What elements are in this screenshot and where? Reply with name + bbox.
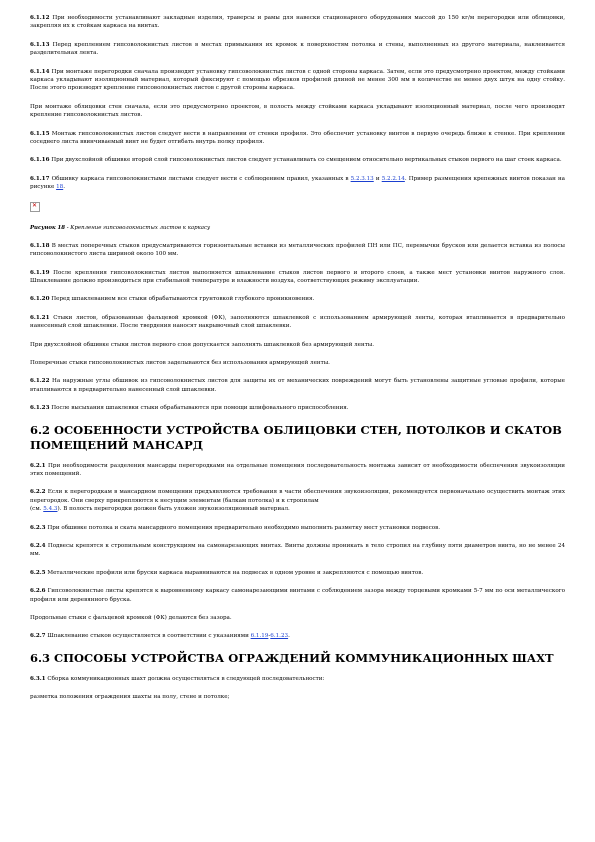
paragraph	[30, 314, 565, 331]
paragraph-text: При необходимости устанавливают закладные изделия, траверсы и рамы для навески стационарного оборудования массой до 150 кг/м перегородки или облицовки, закрепляя их к стойкам каркаса на винтах.	[30, 15, 566, 30]
paragraph-6-3-1: 6.3.1 Сборка коммуникационных шахт должна осуществляться в следующей последовательности:	[30, 675, 325, 682]
paragraph	[30, 295, 565, 303]
section-heading-6-3: 6.3 СПОСОБЫ УСТРОЙСТВА ОГРАЖДЕНИЙ КОММУНИКАЦИОННЫХ ШАХТ	[30, 650, 554, 665]
paragraph-number: 6.2.5	[30, 569, 46, 576]
paragraph-number: 6.1.13	[30, 41, 50, 48]
paragraph	[30, 614, 565, 622]
paragraph-text: Подвесы крепятся к стропильным конструкциям на самонарезающих винтах. Винты должны проникать в тело стропил на глубину пяти диаметров винта, но не менее 24 мм.	[30, 543, 566, 558]
paragraph-group-d	[30, 524, 565, 623]
paragraph-text: Монтаж гипсоволокнистых листов следует вести в направлении от стенки профиля. Это обеспечит установку винтов в первую очередь ближе к стенке. При креплении соседнего листа ввинчиваемый винт не будет отгибать внутрь полку профиля.	[30, 130, 566, 146]
link-figure-18[interactable]: 18	[56, 184, 64, 191]
paragraph-text: При двухслойной обшивке второй слой гипсоволокнистых листов следует устанавливать со смещением относительно вертикальных стыков первого на шаг стоек каркаса.	[51, 157, 562, 164]
paragraph-group-a	[30, 14, 565, 165]
paragraph-number: 6.1.21	[30, 314, 50, 321]
paragraph	[30, 41, 565, 58]
paragraph	[30, 377, 565, 394]
paragraph-group-c	[30, 462, 565, 506]
paragraph-text: Перед креплением гипсоволокнистых листов в местах примыкания их кромок к поверхностям потолка и стены, выполненных из другого материала, наклеивается разделительная лента.	[30, 41, 565, 57]
paragraph-number: 6.2.6	[30, 588, 46, 595]
paragraph	[30, 359, 565, 367]
broken-image-icon	[30, 202, 40, 212]
paragraph-6-2-2-ref: (см. 5.4.3). В полость перегородки должен быть уложен звукоизоляционный материал.	[30, 506, 290, 513]
paragraph-text: При необходимости разделения мансарды перегородками на отдельные помещения последовательность монтажа зависит от необходимости обеспечения звукоизоляции этих помещений.	[30, 462, 565, 477]
document-page	[30, 14, 565, 712]
paragraph-number: 6.1.19	[30, 269, 50, 276]
paragraph-number: 6.1.23	[30, 405, 50, 412]
paragraph-text: При двухслойной обшивке стыки листов первого слоя допускается заполнять шпаклевкой без армирующей ленты.	[30, 341, 375, 348]
paragraph-number: 6.1.20	[30, 296, 50, 303]
section-heading-6-2: 6.2 ОСОБЕННОСТИ УСТРОЙСТВА ОБЛИЦОВКИ СТЕН, ПОТОЛКОВ И СКАТОВ ПОМЕЩЕНИЙ МАНСАРД	[30, 422, 562, 452]
link-5-4-3[interactable]: 5.4.3	[43, 506, 58, 513]
paragraph-text: В местах поперечных стыков предусматриваются горизонтальные вставки из металлических профилей ПН или ПС, перемычки брусков или делается вставка из полосы гипсоволокнистого листа шириной около 100 мм.	[30, 242, 565, 258]
paragraph-number: 6.2.1	[30, 462, 46, 469]
paragraph-6-1-17: 6.1.17 Обшивку каркаса гипсоволокнистыми листами следует вести с соблюдением правил, указанных в 5.2.3.13 и 5.2.2.14. Пример размещения крепежных винтов показан на рисунке 18.	[30, 175, 566, 191]
paragraph-number: 6.2.2	[30, 489, 46, 496]
paragraph-number: 6.1.18	[30, 242, 50, 249]
paragraph-text: Перед шпаклеванием все стыки обрабатываются грунтовкой глубокого проникновения.	[51, 296, 315, 303]
paragraph-number: 6.1.12	[30, 15, 50, 21]
paragraph	[30, 103, 565, 120]
paragraph	[30, 404, 565, 412]
paragraph	[30, 462, 565, 479]
paragraph-number: 6.1.22	[30, 378, 50, 385]
paragraph-number: 6.1.15	[30, 130, 50, 137]
paragraph	[30, 68, 565, 93]
paragraph-text: После высыхания шпаклевки стыки обрабатываются при помощи шлифовального приспособления.	[51, 405, 349, 412]
paragraph	[30, 269, 565, 286]
paragraph-6-2-7: 6.2.7 Шпаклевание стыков осуществляется в соответствии с указаниями 6.1.19-6.1.23.	[30, 633, 290, 640]
link-6-1-19[interactable]: 6.1.19	[250, 633, 269, 640]
paragraph-text: При монтаже облицовки стен сначала, если это предусмотрено проектом, в полость между стойками каркаса укладывают изоляционный материал, после чего производят крепление гипсоволокнистых листов.	[30, 103, 565, 119]
paragraph-text: При монтаже перегородки сначала производят установку гипсоволокнистых листов с одной стороны каркаса. Затем, если это предусмотрено проектом, между стойками каркаса укладывают изоляционный материал, который фиксируют с помощью обрезков профилей длиной не менее 300 мм в количестве не менее двух штук на одну стойку. После этого производят крепление гипсоволокнистых листов с другой стороны каркаса.	[30, 68, 565, 92]
paragraph-text: Продольные стыки с фальцевой кромкой (ФК) делаются без зазора.	[30, 615, 232, 622]
paragraph-number: 6.2.3	[30, 524, 46, 531]
paragraph-text: Металлические профили или бруски каркаса выравниваются на подвесах в одном уровне и закрепляются с помощью винтов.	[47, 569, 424, 576]
link-5-2-3-13[interactable]: 5.2.3.13	[350, 175, 374, 182]
paragraph-number: 6.2.4	[30, 543, 46, 549]
paragraph	[30, 524, 565, 532]
paragraph	[30, 341, 565, 349]
paragraph-text: При обшивке потолка и ската мансардного помещения предварительно необходимо выполнить разметку мест установки подвесов.	[47, 524, 441, 531]
paragraph	[30, 156, 565, 164]
paragraph	[30, 542, 565, 559]
paragraph	[30, 242, 565, 259]
paragraph-text: Стыки листов, образованные фальцевой кромкой (ФК), заполняются шпаклевкой с использованием армирующей ленты, которая втапливается в предварительно нанесенный слой шпаклевки. После твердения наносят накрывочный слой шпаклевки.	[30, 314, 566, 330]
paragraph	[30, 569, 565, 577]
paragraph-group-b	[30, 242, 565, 413]
paragraph	[30, 587, 565, 604]
figure-caption: Рисунок 18 - Крепление гипсоволокнистых листов к каркасу	[30, 224, 211, 231]
paragraph-text: Гипсоволокнистые листы крепятся к выровненному каркасу самонарезающими винтами с соблюдением зазора между торцевыми кромками 5-7 мм по оси металлического профиля или деревянного бруска.	[30, 588, 565, 603]
list-item-marking: разметка положения ограждения шахты на полу, стене и потолке;	[30, 694, 230, 701]
paragraph-text: На наружные углы обшивок из гипсоволокнистых листов для защиты их от механических повреждений могут быть установлены защитные угловые профили, которые втапливаются в предварительно нанесенный слой шпаклевки.	[30, 378, 565, 393]
paragraph-text: Если к перегородкам в мансардном помещении предъявляются требования в части обеспечения звукоизоляции, рекомендуется первоначально осуществить монтаж этих перегородок. Они сверху прикрепляются к несущим элементам (балкам потолка) и к стропилам	[30, 489, 565, 504]
paragraph	[30, 14, 565, 31]
paragraph	[30, 130, 565, 147]
paragraph-text: После крепления гипсоволокнистых листов выполняется шпаклевание стыков листов первого и второго слоев, а также мест установки винтов наружного слоя. Шпаклевание должно производиться при стабильной температуре и влажности воздуха, соответствующих режиму эксплуатации.	[30, 269, 565, 284]
paragraph-number: 6.1.16	[30, 157, 50, 164]
link-6-1-23[interactable]: 6.1.23	[270, 633, 289, 640]
paragraph	[30, 488, 565, 505]
link-5-2-2-14[interactable]: 5.2.2.14	[381, 175, 405, 182]
paragraph-text: Поперечные стыки гипсоволокнистых листов заделываются без использования армирующей ленты.	[30, 359, 330, 366]
paragraph-number: 6.1.14	[30, 68, 50, 75]
